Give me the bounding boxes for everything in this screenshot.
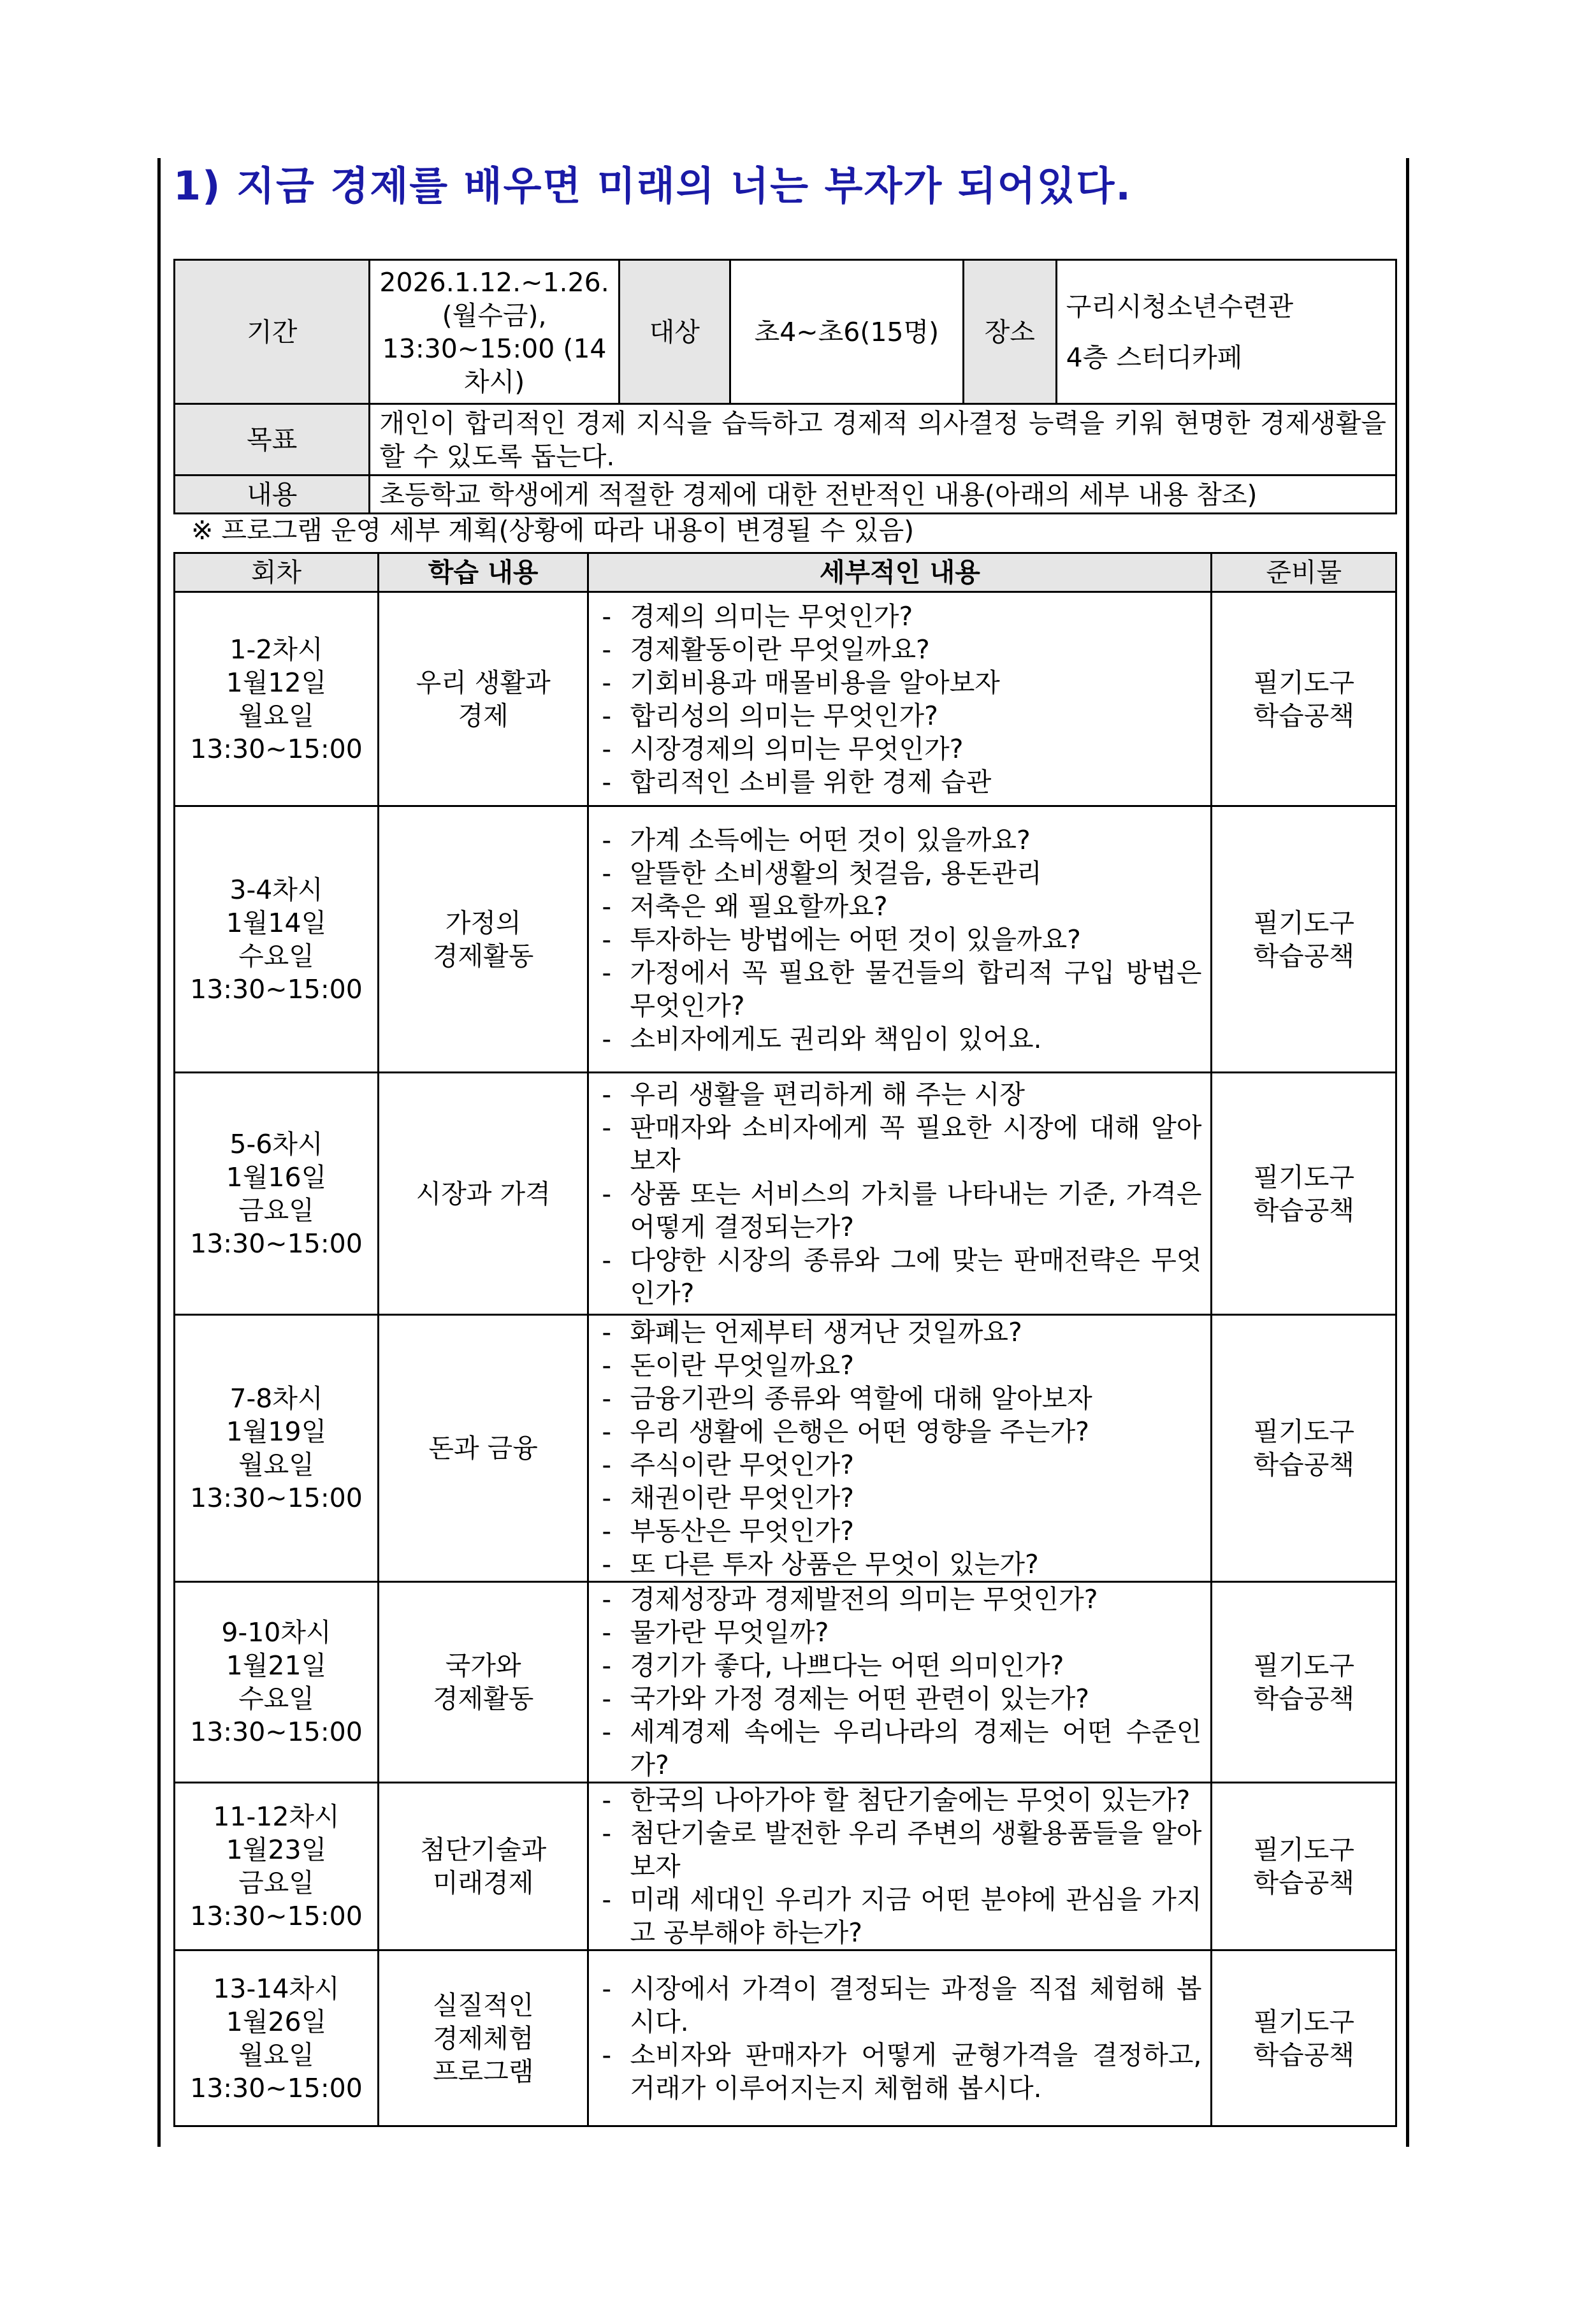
topic-line: 경제체험 [432,2023,534,2054]
details-item: - 우리 생활을 편리하게 해 주는 시장 [598,1078,1201,1111]
prep-cell [1212,1315,1396,1582]
session-line: 1월21일 [226,1650,327,1681]
details-cell [588,1582,1212,1783]
header-prep: 준비물 [1212,553,1396,592]
prep-item: 필기도구 [1253,1161,1354,1193]
prep-cell [1212,1073,1396,1315]
topic-line: 시장과 가격 [416,1178,551,1209]
place-value-line-1: 구리시청소년수련관 [1066,291,1294,322]
target-value: 초4~초6(15명) [730,260,963,404]
plan-note: ※ 프로그램 운영 세부 계획(상황에 따라 내용이 변경될 수 있음) [191,515,915,546]
session-line: 1월16일 [226,1161,327,1193]
topic-cell [378,1950,588,2126]
plan-row [175,806,1396,1073]
details-item: - 경기가 좋다, 나쁘다는 어떤 의미인가? [598,1649,1201,1682]
details-item: - 저축은 왜 필요할까요? [598,890,1201,923]
details-item: - 돈이란 무엇일까요? [598,1349,1201,1382]
prep-item: 학습공책 [1253,1195,1354,1226]
session-line: 13-14차시 [213,1973,340,2004]
details-item: - 미래 세대인 우리가 지금 어떤 분야에 관심을 가지고 공부해야 하는가? [598,1883,1201,1949]
session-line: 13:30~15:00 [190,1228,363,1259]
details-item: - 또 다른 투자 상품은 무엇이 있는가? [598,1548,1201,1581]
details-cell [588,806,1212,1073]
place-label: 장소 [963,260,1056,404]
details-item: - 경제활동이란 무엇일까요? [598,633,1201,666]
session-line: 수요일 [238,940,314,971]
program-info-table [173,259,1397,514]
details-item: - 국가와 가정 경제는 어떤 관련이 있는가? [598,1682,1201,1715]
session-line: 7-8차시 [229,1383,323,1414]
details-item: - 소비자에게도 권리와 책임이 있어요. [598,1022,1201,1056]
prep-cell [1212,1950,1396,2126]
topic-line: 가정의 [445,907,521,938]
plan-table [173,552,1397,2127]
details-item: - 가정에서 꼭 필요한 물건들의 합리적 구입 방법은 무엇인가? [598,956,1201,1022]
place-value-line-2: 4층 스터디카페 [1066,342,1243,373]
session-line: 월요일 [238,2039,314,2070]
session-line: 13:30~15:00 [190,1483,363,1513]
topic-line: 국가와 [445,1650,521,1681]
prep-item: 필기도구 [1253,1416,1354,1447]
session-line: 13:30~15:00 [190,973,363,1005]
session-line: 1월26일 [226,2006,327,2037]
topic-line: 첨단기술과 [420,1834,547,1865]
topic-cell [378,592,588,806]
details-list [598,824,1201,1056]
details-list [598,1316,1201,1581]
topic-line: 경제활동 [432,940,534,971]
details-cell [588,1783,1212,1950]
details-item: - 투자하는 방법에는 어떤 것이 있을까요? [598,923,1201,956]
plan-row [175,1073,1396,1315]
prep-cell [1212,1783,1396,1950]
details-item: - 판매자와 소비자에게 꼭 필요한 시장에 대해 알아보자 [598,1111,1201,1177]
details-item: - 알뜰한 소비생활의 첫걸음, 용돈관리 [598,857,1201,890]
prep-item: 학습공책 [1253,2039,1354,2070]
session-line: 1-2차시 [229,634,323,665]
prep-item: 필기도구 [1253,2006,1354,2037]
place-value [1056,260,1396,404]
details-item: - 경제의 의미는 무엇인가? [598,600,1201,633]
details-item: - 금융기관의 종류와 역할에 대해 알아보자 [598,1382,1201,1415]
prep-item: 학습공책 [1253,1868,1354,1898]
details-cell [588,1950,1212,2126]
topic-line: 경제 [458,700,509,731]
topic-cell [378,1582,588,1783]
session-line: 9-10차시 [221,1617,331,1648]
session-cell [175,1582,379,1783]
target-label: 대상 [619,260,730,404]
details-item: - 주식이란 무엇인가? [598,1448,1201,1481]
details-list [598,1783,1201,1949]
session-line: 13:30~15:00 [190,1717,363,1747]
details-item: - 물가란 무엇일까? [598,1616,1201,1649]
session-line: 13:30~15:00 [190,733,363,764]
plan-row [175,592,1396,806]
details-item: - 첨단기술로 발전한 우리 주변의 생활용품들을 알아보자 [598,1817,1201,1883]
session-line: 1월14일 [226,907,327,938]
session-line: 3-4차시 [229,874,323,905]
details-list [598,1583,1201,1782]
details-item: - 채권이란 무엇인가? [598,1481,1201,1514]
details-item: - 부동산은 무엇인가? [598,1514,1201,1548]
details-list [598,1972,1201,2105]
session-line: 13:30~15:00 [190,2072,363,2103]
topic-cell [378,1073,588,1315]
header-topic: 학습 내용 [378,553,588,592]
session-cell [175,1315,379,1582]
prep-item: 학습공책 [1253,700,1354,731]
prep-item: 학습공책 [1253,940,1354,971]
details-item: - 우리 생활에 은행은 어떤 영향을 주는가? [598,1415,1201,1448]
session-cell [175,592,379,806]
page-border-right [1406,158,1409,2147]
session-line: 1월19일 [226,1416,327,1447]
header-details: 세부적인 내용 [588,553,1212,592]
prep-cell [1212,592,1396,806]
plan-row [175,1783,1396,1950]
details-item: - 한국의 나아가야 할 첨단기술에는 무엇이 있는가? [598,1783,1201,1817]
details-item: - 가계 소득에는 어떤 것이 있을까요? [598,824,1201,857]
topic-line: 프로그램 [432,2056,534,2087]
session-line: 1월23일 [226,1834,327,1865]
plan-row [175,1582,1396,1783]
prep-item: 학습공책 [1253,1683,1354,1714]
session-line: 월요일 [238,1449,314,1480]
prep-item: 필기도구 [1253,1650,1354,1681]
plan-row [175,1315,1396,1582]
prep-cell [1212,1582,1396,1783]
period-label: 기간 [175,260,370,404]
session-line: 13:30~15:00 [190,1901,363,1931]
header-session: 회차 [175,553,379,592]
details-item: - 시장경제의 의미는 무엇인가? [598,732,1201,766]
session-line: 1월12일 [226,667,327,698]
content-label: 내용 [175,476,370,514]
details-item: - 합리성의 의미는 무엇인가? [598,699,1201,732]
session-line: 5-6차시 [229,1128,323,1159]
details-item: - 다양한 시장의 종류와 그에 맞는 판매전략은 무엇인가? [598,1244,1201,1310]
details-cell [588,1073,1212,1315]
session-cell [175,1950,379,2126]
topic-cell [378,1783,588,1950]
topic-cell [378,806,588,1073]
topic-cell [378,1315,588,1582]
prep-item: 필기도구 [1253,667,1354,698]
topic-line: 미래경제 [432,1868,534,1898]
period-value: 2026.1.12.~1.26.(월수금), 13:30~15:00 (14차시) [370,260,619,404]
plan-row [175,1950,1396,2126]
details-cell [588,592,1212,806]
session-cell [175,1073,379,1315]
session-line: 월요일 [238,700,314,731]
session-cell [175,1783,379,1950]
prep-item: 학습공책 [1253,1449,1354,1480]
details-cell [588,1315,1212,1582]
details-item: - 시장에서 가격이 결정되는 과정을 직접 체험해 봅시다. [598,1972,1201,2038]
session-cell [175,806,379,1073]
details-item: - 상품 또는 서비스의 가치를 나타내는 기준, 가격은 어떻게 결정되는가? [598,1177,1201,1244]
details-item: - 경제성장과 경제발전의 의미는 무엇인가? [598,1583,1201,1616]
prep-item: 필기도구 [1253,907,1354,938]
prep-cell [1212,806,1396,1073]
topic-line: 돈과 금융 [428,1433,538,1463]
goal-value: 개인이 합리적인 경제 지식을 습득하고 경제적 의사결정 능력을 키워 현명한 경제생활을 할 수 있도록 돕는다. [370,404,1396,476]
details-item: - 합리적인 소비를 위한 경제 습관 [598,766,1201,799]
content-value: 초등학교 학생에게 적절한 경제에 대한 전반적인 내용(아래의 세부 내용 참조) [370,476,1396,514]
session-line: 금요일 [238,1868,314,1898]
topic-line: 우리 생활과 [416,667,551,698]
topic-line: 실질적인 [432,1989,534,2021]
details-item: - 화폐는 언제부터 생겨난 것일까요? [598,1316,1201,1349]
details-list [598,600,1201,799]
details-list [598,1078,1201,1310]
session-line: 수요일 [238,1683,314,1714]
topic-line: 경제활동 [432,1683,534,1714]
details-item: - 기회비용과 매몰비용을 알아보자 [598,666,1201,699]
details-item: - 세계경제 속에는 우리나라의 경제는 어떤 수준인가? [598,1715,1201,1782]
details-item: - 소비자와 판매자가 어떻게 균형가격을 결정하고, 거래가 이루어지는지 체험해 봅시다. [598,2038,1201,2105]
goal-label: 목표 [175,404,370,476]
page-border-left [157,158,161,2147]
session-line: 금요일 [238,1195,314,1226]
section-title: 1) 지금 경제를 배우면 미래의 너는 부자가 되어있다. [173,163,1132,209]
session-line: 11-12차시 [213,1801,340,1832]
prep-item: 필기도구 [1253,1834,1354,1865]
